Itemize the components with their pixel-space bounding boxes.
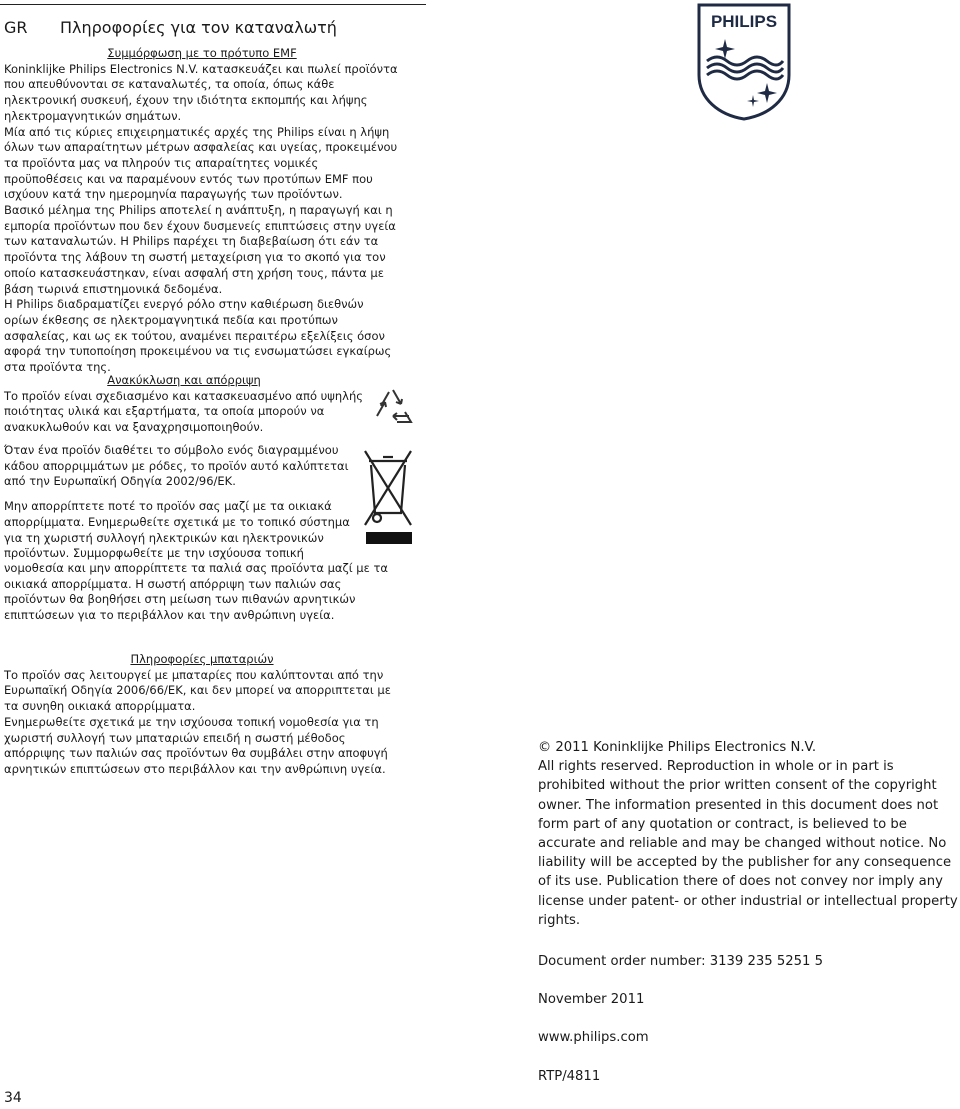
disposal-section [4, 443, 359, 562]
header-rule [0, 4, 426, 5]
recycling-paragraph: Το προϊόν είναι σχεδιασμένο και κατασκευασμένο από υψηλής ποιότητας υλικά και εξαρτήματα, τα οποία μπορούν να ανακυκλωθούν και να ξαναχρησιμοποιηθούν. [4, 388, 364, 435]
language-code: GR [4, 18, 28, 37]
emf-paragraph: Η Philips διαδραματίζει ενεργό ρόλο στην καθιέρωση διεθνών ορίων έκθεσης σε ηλεκτρομαγνητικά πεδία και προτύπων ασφαλείας, και ως εκ τούτου, αναμένει περαιτέρω εξελίξεις όσον αφορά την τυποποίηση προκειμένου να τις ενσωματώσει εγκαίρως στα προϊόντα της. [4, 297, 392, 375]
emf-heading: Συμμόρφωση με το πρότυπο EMF [107, 46, 297, 60]
emf-paragraph: Koninklijke Philips Electronics N.V. κατασκευάζει και πωλεί προϊόντα που απευθύνονται σε καταναλωτές, τα οποία, όπως κάθε ηλεκτρονική συσκευή, έχουν την ιδιότητα εκπομπής και λήψης ηλεκτρομαγνητικών σημάτων. [4, 61, 398, 123]
disposal-paragraph: Μην απορρίπτετε ποτέ το προϊόν σας μαζί με τα οικιακά απορρίμματα. Ενημερωθείτε σχετικά με το τοπικό σύστημα για τη χωριστή συλλογή ηλεκτρικών και ηλεκτρονικών προϊόντων. Συμμορφωθείτε με την ισχύουσα τοπική [4, 499, 350, 561]
legal-notice [538, 738, 960, 1086]
battery-section [4, 652, 400, 778]
document-code: RTP/4811 [538, 1068, 601, 1084]
recycling-heading: Ανακύκλωση και απόρριψη [107, 373, 261, 387]
disposal-paragraph: νομοθεσία και μην απορρίπτετε τα παλιά σας προϊόντα μαζί με τα οικιακά απορρίμματα. Η σωστή απόρριψη των παλιών σας προϊόντων θα βοηθήσει στη μείωση των πιθανών αρνητικών επιπτώσεων για το περιβάλλον και την ανθρώπινη υγεία. [4, 561, 388, 623]
battery-paragraph: Ενημερωθείτε σχετικά με την ισχύουσα τοπική νομοθεσία για τη χωριστή συλλογή των μπαταριών επειδή η σωστή μέθοδος απόρριψης των παλιών σας προϊόντων θα συμβάλει στην αποφυγή αρνητικών επιπτώσεων στο περιβάλλον και την ανθρώπινη υγεία. [4, 714, 388, 776]
rights-text: All rights reserved. Reproduction in whole or in part is prohibited without the prior written consent of the copyright owner. The information presented in this document does not form part of any quotation or contract, is believed to be accurate and reliable and may be changed without notice. No liability will be accepted by the publisher for any consequence of its use. Publication there of does not convey nor imply any license under patent- or other industrial or intellectual property rights. [538, 759, 958, 928]
document-order-number: Document order number: 3139 235 5251 5 [538, 954, 823, 970]
battery-paragraph: Το προϊόν σας λειτουργεί με μπαταρίες που καλύπτονται από την Ευρωπαϊκή Οδηγία 2006/66/ΕΚ, και δεν μπορεί να απορριπτεται με τα συνηθη οικιακά απορρίμματα. [4, 667, 391, 714]
page-number: 34 [4, 1090, 22, 1106]
philips-shield-icon [697, 3, 791, 125]
page-title: Πληροφορίες για τον καταναλωτή [60, 18, 337, 37]
logo-wordmark: PHILIPS [710, 12, 778, 31]
publication-date: November 2011 [538, 992, 645, 1008]
recycling-section [4, 373, 364, 436]
crossed-out-wheelie-bin-icon [361, 447, 415, 549]
disposal-continued [4, 561, 400, 624]
copyright-line: © 2011 Koninklijke Philips Electronics N.V. [538, 740, 817, 755]
emf-paragraph: Βασικό μέλημα της Philips αποτελεί η ανάπτυξη, η παραγωγή και η εμπορία προϊόντων που δεν έχουν δυσμενείς επιπτώσεις στην υγεία των καταναλωτών. Η Philips παρέχει τη διαβεβαίωση ότι εάν τα προϊόντα της λάβουν τη σωστή μεταχείριση για το σκοπό για τον οποίο κατασκευάστηκαν, είναι ασφαλή στη χρήση τους, πάντα με βάση τωρινά επιστημονικά δεδομένα. [4, 203, 396, 296]
battery-heading: Πληροφορίες μπαταριών [130, 652, 274, 666]
emf-paragraph: Μία από τις κύριες επιχειρηματικές αρχές της Philips είναι η λήψη όλων των απαραίτητων μέτρων ασφαλείας και υγείας, προκειμένου τα προϊόντα μας να πληρούν τις απαραίτητες νομικές προϋποθέσεις και να παραμένουν εντός των προτύπων EMF που ισχύουν κατά την ημερομηνία παραγωγής των προϊόντων. [4, 124, 398, 202]
recycle-icon [371, 386, 415, 432]
emf-section [4, 46, 400, 376]
website-link[interactable]: www.philips.com [538, 1030, 649, 1046]
disposal-paragraph: Όταν ένα προϊόν διαθέτει το σύμβολο ενός διαγραμμένου κάδου απορριμμάτων με ρόδες, το προϊόν αυτό καλύπτεται από την Ευρωπαϊκή Οδηγία 2002/96/ΕΚ. [4, 443, 349, 489]
